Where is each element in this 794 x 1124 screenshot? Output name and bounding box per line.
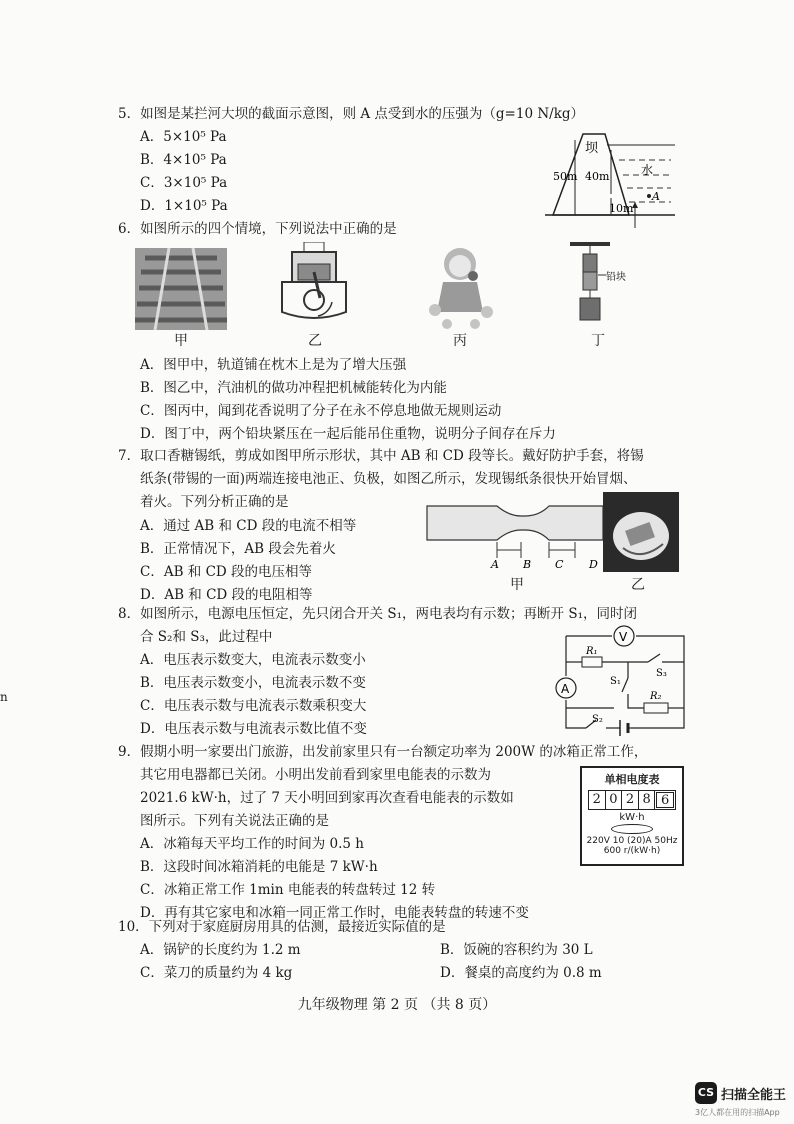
s1-label: S₁	[610, 676, 621, 687]
scanner-tagline: 3亿人都在用的扫描App	[694, 1108, 780, 1117]
r2-label: R₂	[650, 691, 662, 702]
q10-option-d: D．餐桌的高度约为 0.8 m	[440, 965, 602, 981]
circuit-diagram	[552, 622, 692, 738]
q9-option-b: B．这段时间冰箱消耗的电能是 7 kW·h	[140, 859, 378, 875]
meter-title: 单相电度表	[604, 773, 660, 786]
label-a: A	[491, 558, 499, 571]
caption-yi: 乙	[308, 333, 322, 349]
dam-figure	[545, 130, 675, 230]
railway-track-photo	[135, 248, 227, 330]
water-label: 水	[641, 163, 654, 177]
q7-option-d: D．AB 和 CD 段的电阻相等	[140, 587, 313, 603]
meter-digit: 2	[622, 791, 639, 809]
s2-label: S₂	[592, 714, 603, 725]
q9-stem-line2: 其它用电器都已关闭。小明出发前看到家里电能表的示数为	[140, 767, 491, 783]
height-40m: 40m	[585, 170, 610, 183]
scanner-name: 扫描全能王	[720, 1087, 786, 1103]
q9-stem-line4: 图所示。下列有关说法正确的是	[140, 813, 329, 829]
label-d: D	[589, 558, 598, 571]
q7-option-c: C．AB 和 CD 段的电压相等	[140, 564, 313, 580]
q7-stem-line3: 着火。下列分析正确的是	[140, 494, 289, 510]
caption-bing: 丙	[453, 333, 467, 349]
lead-block-label: 铅块	[606, 272, 626, 283]
height-50m: 50m	[553, 170, 578, 183]
margin-mark: n	[0, 690, 8, 704]
q8-option-b: B．电压表示数变小，电流表示数不变	[140, 675, 366, 691]
q5-option-b: B．4×10⁵ Pa	[140, 152, 227, 168]
label-c: C	[555, 558, 564, 571]
gloved-hand-photo	[603, 492, 679, 572]
q10-option-b: B．饭碗的容积约为 30 L	[440, 942, 593, 958]
tin-foil-strip-figure	[425, 500, 605, 572]
q6-option-a: A．图甲中，轨道铺在枕木上是为了增大压强	[140, 357, 407, 373]
q9-stem-line1: 9．假期小明一家要出门旅游，出发前家里只有一台额定功率为 200W 的冰箱正常工作，	[118, 744, 648, 760]
q7-option-a: A．通过 AB 和 CD 段的电流不相等	[140, 518, 357, 534]
scanner-watermark	[695, 1082, 786, 1118]
q10-stem: 10．下列对于家庭厨房用具的估测，最接近实际值的是	[118, 919, 446, 935]
caption-q7-yi: 乙	[631, 577, 645, 593]
q8-option-a: A．电压表示数变大，电流表示数变小	[140, 652, 366, 668]
q6-option-c: C．图丙中，闻到花香说明了分子在永不停息地做无规则运动	[140, 403, 502, 419]
q6-option-b: B．图乙中，汽油机的做功冲程把机械能转化为内能	[140, 380, 447, 396]
q8-option-d: D．电压表示数与电流表示数比值不变	[140, 721, 367, 737]
lead-blocks-figure	[570, 242, 630, 326]
meter-unit: kW·h	[619, 812, 645, 823]
meter-spec2: 600 r/(kW·h)	[603, 846, 661, 856]
electricity-meter	[580, 766, 684, 866]
s3-label: S₃	[656, 668, 667, 679]
r1-label: R₁	[586, 646, 598, 657]
caption-ding: 丁	[591, 333, 605, 349]
q5-option-a: A．5×10⁵ Pa	[140, 129, 227, 145]
q8-option-c: C．电压表示数与电流表示数乘积变大	[140, 698, 367, 714]
q6-option-d: D．图丁中，两个铅块紧压在一起后能吊住重物，说明分子间存在斥力	[140, 426, 556, 442]
q10-option-c: C．菜刀的质量约为 4 kg	[140, 965, 293, 981]
ammeter-symbol: A	[561, 682, 570, 696]
point-a-label: A	[652, 190, 660, 203]
label-b: B	[523, 558, 532, 571]
page-footer: 九年级物理 第 2 页 （共 8 页）	[297, 997, 497, 1013]
q5-option-d: D．1×10⁵ Pa	[140, 198, 228, 214]
q9-option-d: D．再有其它家电和冰箱一同正常工作时，电能表转盘的转速不变	[140, 905, 529, 921]
caption-q7-jia: 甲	[510, 577, 524, 593]
engine-diagram	[274, 242, 354, 322]
voltmeter-symbol: V	[619, 630, 628, 644]
caption-jia: 甲	[174, 333, 188, 349]
meter-digit: 0	[606, 791, 623, 809]
dam-label: 坝	[585, 141, 599, 156]
q9-option-c: C．冰箱正常工作 1min 电能表的转盘转过 12 转	[140, 882, 436, 898]
q9-option-a: A．冰箱每天平均工作的时间为 0.5 h	[140, 836, 364, 852]
meter-disk	[611, 824, 653, 834]
height-10m: 10m	[609, 202, 634, 215]
q5-stem: 5．如图是某拦河大坝的截面示意图，则 A 点受到水的压强为（g=10 N/kg）	[118, 106, 585, 122]
scanner-logo-icon: CS	[695, 1082, 717, 1104]
q10-option-a: A．锅铲的长度约为 1.2 m	[140, 942, 301, 958]
meter-spec1: 220V 10 (20)A 50Hz	[586, 836, 678, 846]
q6-stem: 6．如图所示的四个情境，下列说法中正确的是	[118, 221, 397, 237]
meter-digit: 8	[639, 791, 656, 809]
q7-stem-line2: 纸条(带锡的一面)两端连接电池正、负极，如图乙所示，发现锡纸条很快开始冒烟、	[140, 471, 637, 487]
q8-stem-line2: 合 S₂和 S₃，此过程中	[140, 629, 273, 645]
q7-stem-line1: 7．取口香糖锡纸，剪成如图甲所示形状，其中 AB 和 CD 段等长。戴好防护手套，将锡	[118, 448, 644, 464]
girl-smelling-flowers	[425, 240, 495, 330]
meter-digit: 2	[589, 791, 606, 809]
meter-digit-decimal: 6	[656, 792, 674, 808]
q8-stem-line1: 8．如图所示，电源电压恒定，先只闭合开关 S₁，两电表均有示数；再断开 S₁，同时闭	[118, 606, 637, 622]
q5-option-c: C．3×10⁵ Pa	[140, 175, 228, 191]
meter-digits	[588, 790, 676, 810]
q7-option-b: B．正常情况下，AB 段会先着火	[140, 541, 336, 557]
q9-stem-line3: 2021.6 kW·h，过了 7 天小明回到家再次查看电能表的示数如	[140, 790, 514, 806]
